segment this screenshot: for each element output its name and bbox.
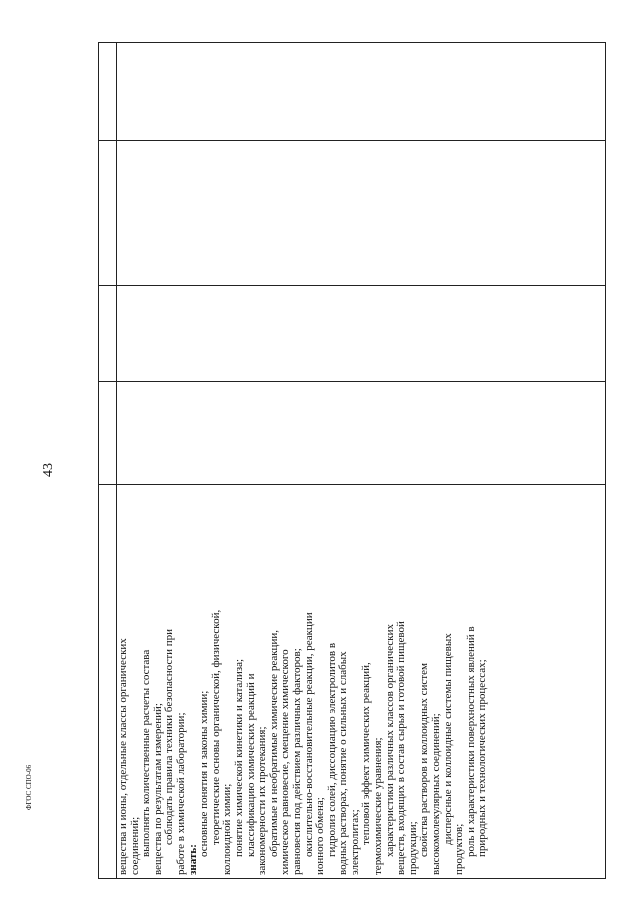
footer-label: ФГОС СПО-06 <box>25 764 33 810</box>
text-line: равновесия под действием различных факторов; <box>290 648 303 875</box>
table-divider <box>98 381 606 382</box>
text-line: термохимические уравнения; <box>372 737 385 875</box>
text-line: тепловой эффект химических реакций, <box>360 662 373 845</box>
text-line: вещества и ионы, отдельные классы органических <box>117 638 129 875</box>
text-line: теоретические основы органической, физической, <box>209 609 222 845</box>
text-line: выполнять количественные расчеты состава <box>140 649 153 857</box>
text-line: соединений; <box>128 816 141 875</box>
text-line: веществ, входящих в состав сырья и готовой пищевой <box>395 621 408 875</box>
table-divider <box>98 285 606 286</box>
text-line: понятие химической кинетики и катализа; <box>232 658 245 857</box>
text-line: вещества по результатам измерений; <box>151 703 164 875</box>
table-divider <box>98 140 606 141</box>
text-line: электролитах; <box>348 809 361 875</box>
text-line: свойства растворов и коллоидных систем <box>418 663 431 857</box>
text-line: природных и технологических процессах; <box>476 659 489 857</box>
section-heading: знать: <box>186 844 199 875</box>
text-line: гидролиз солей, диссоциацию электролитов в <box>325 642 338 857</box>
text-line: соблюдать правила техники безопасности при <box>163 628 176 845</box>
text-line: химическое равновесие, смещение химического <box>279 649 292 875</box>
text-line: коллоидной химии; <box>221 783 234 875</box>
text-line: дисперсные и коллоидные системы пищевых <box>441 633 454 845</box>
competency-text-cell <box>116 484 606 879</box>
text-line: обратимые и необратимые химические реакции, <box>267 630 280 857</box>
text-line: закономерности их протекания; <box>256 726 269 875</box>
page-number: 43 <box>41 463 56 477</box>
text-line: роль и характеристики поверхностных явлений в <box>464 626 477 857</box>
text-line: высокомолекулярных соединений; <box>430 713 443 875</box>
text-line: продукции; <box>406 821 419 875</box>
text-line: характеристики различных классов органических <box>383 623 396 857</box>
text-line: окислительно-восстановительные реакции, реакции <box>302 612 315 857</box>
text-line: продуктов; <box>453 823 466 875</box>
text-line: классификацию химических реакций и <box>244 673 257 857</box>
text-line: работе в химической лаборатории; <box>174 712 187 875</box>
text-line: ионного обмена; <box>314 797 327 875</box>
text-line: водных растворах, понятие о сильных и слабых <box>337 651 350 875</box>
text-line: основные понятия и законы химии; <box>198 690 211 857</box>
